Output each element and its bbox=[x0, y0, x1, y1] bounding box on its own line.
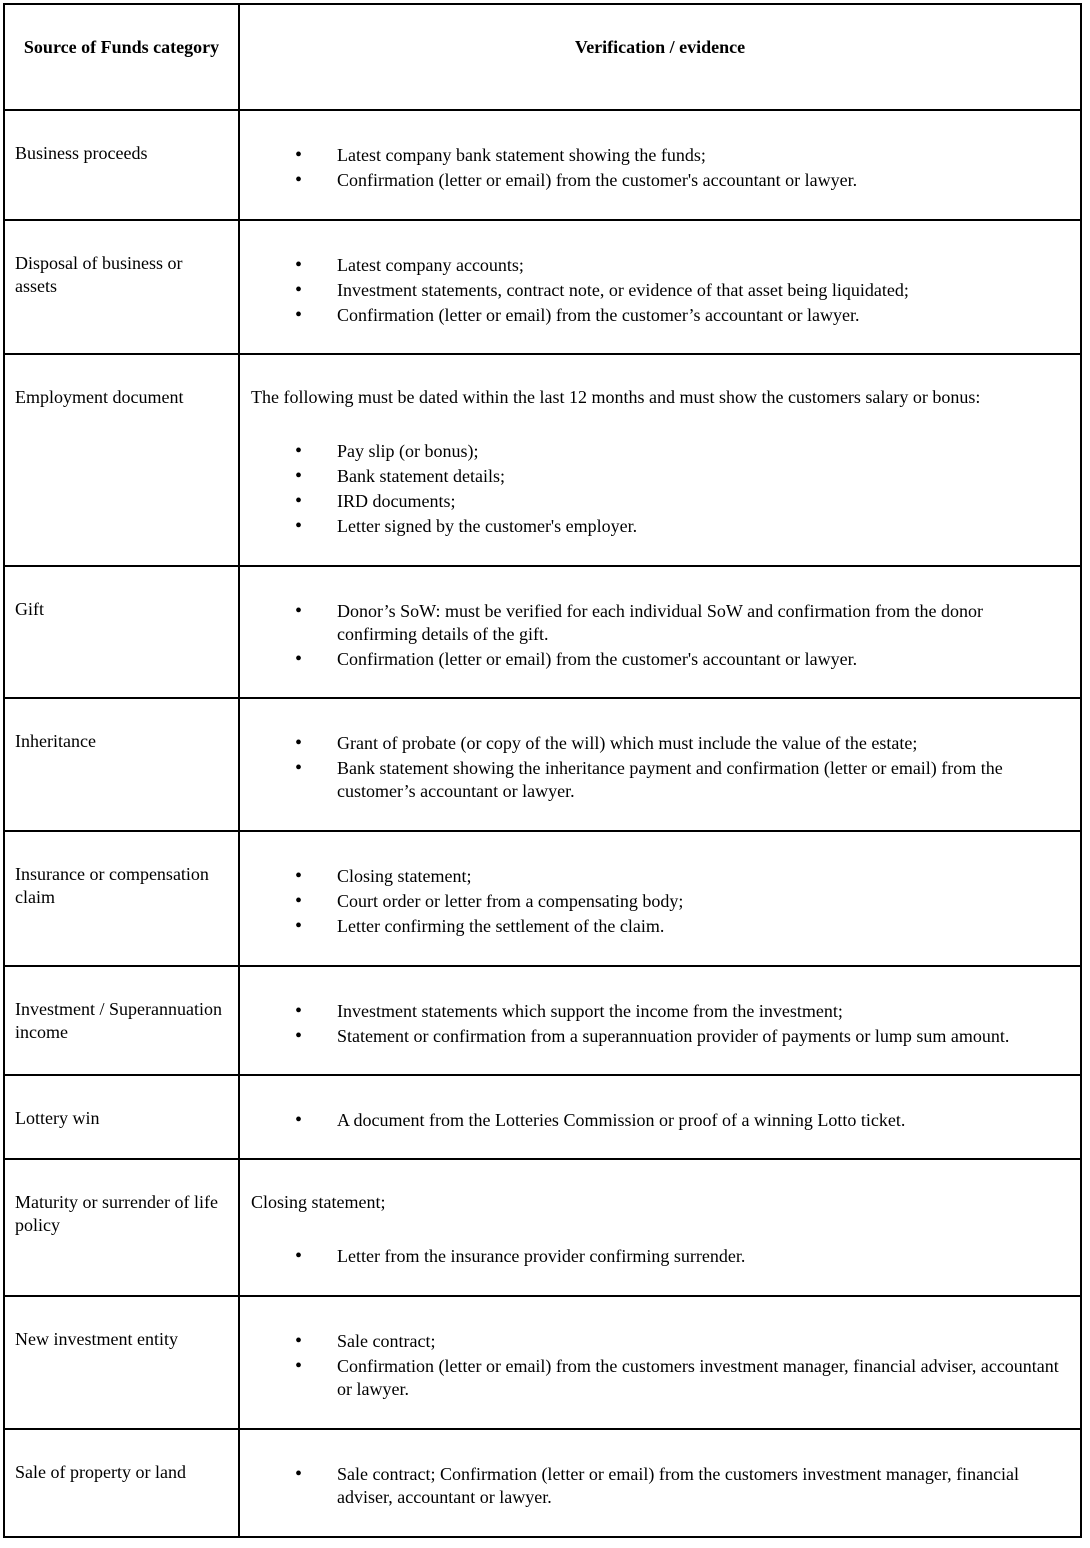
category-label: Employment document bbox=[15, 387, 184, 407]
evidence-item: • Closing statement; bbox=[337, 865, 1066, 888]
evidence-item: • Latest company accounts; bbox=[337, 254, 1066, 277]
category-cell bbox=[4, 698, 239, 831]
evidence-cell bbox=[239, 1075, 1081, 1159]
evidence-item: • Investment statements, contract note, or evidence of that asset being liquidated; bbox=[337, 279, 1066, 302]
evidence-item: • Sale contract; Confirmation (letter or email) from the customers investment manager, financial adviser, accountant or lawyer. bbox=[337, 1463, 1066, 1509]
evidence-item: • Court order or letter from a compensating body; bbox=[337, 890, 1066, 913]
category-cell bbox=[4, 110, 239, 220]
category-cell bbox=[4, 220, 239, 354]
evidence-cell bbox=[239, 966, 1081, 1075]
evidence-item: • Sale contract; bbox=[337, 1330, 1066, 1353]
evidence-cell bbox=[239, 1159, 1081, 1296]
evidence-cell bbox=[239, 698, 1081, 831]
evidence-item: • Letter signed by the customer's employer. bbox=[337, 515, 1066, 538]
evidence-item: • Confirmation (letter or email) from the customer’s accountant or lawyer. bbox=[337, 304, 1066, 327]
table-row bbox=[4, 566, 1081, 698]
category-label: Gift bbox=[15, 599, 44, 619]
table-row bbox=[4, 354, 1081, 566]
evidence-list bbox=[251, 732, 1066, 803]
evidence-item: • Bank statement details; bbox=[337, 465, 1066, 488]
category-cell bbox=[4, 1296, 239, 1429]
header-row bbox=[4, 4, 1081, 110]
source-of-funds-table bbox=[3, 3, 1082, 1538]
category-cell bbox=[4, 566, 239, 698]
evidence-item: • Letter from the insurance provider confirming surrender. bbox=[337, 1245, 1066, 1268]
evidence-list bbox=[251, 1000, 1066, 1048]
header-category: Source of Funds category bbox=[4, 4, 239, 110]
evidence-cell bbox=[239, 831, 1081, 966]
evidence-item: • Grant of probate (or copy of the will) which must include the value of the estate; bbox=[337, 732, 1066, 755]
category-label: Lottery win bbox=[15, 1108, 100, 1128]
evidence-list bbox=[251, 1109, 1066, 1132]
category-label: Maturity or surrender of life policy bbox=[15, 1192, 218, 1235]
evidence-item: • IRD documents; bbox=[337, 490, 1066, 513]
category-label: Business proceeds bbox=[15, 143, 148, 163]
table-row bbox=[4, 1429, 1081, 1537]
table-row bbox=[4, 966, 1081, 1075]
evidence-cell bbox=[239, 110, 1081, 220]
category-cell bbox=[4, 966, 239, 1075]
evidence-item: • Letter confirming the settlement of the claim. bbox=[337, 915, 1066, 938]
evidence-intro: The following must be dated within the last 12 months and must show the customers salary or bonus: bbox=[251, 387, 981, 407]
evidence-cell bbox=[239, 1429, 1081, 1537]
evidence-item: • Confirmation (letter or email) from the customer's accountant or lawyer. bbox=[337, 169, 1066, 192]
header-evidence: Verification / evidence bbox=[239, 4, 1081, 110]
evidence-list bbox=[251, 1463, 1066, 1509]
evidence-item: • Confirmation (letter or email) from the customers investment manager, financial adviser, accountant or lawyer. bbox=[337, 1355, 1066, 1401]
table-row bbox=[4, 110, 1081, 220]
category-cell bbox=[4, 1075, 239, 1159]
evidence-item: • Investment statements which support the income from the investment; bbox=[337, 1000, 1066, 1023]
evidence-item: • Bank statement showing the inheritance payment and confirmation (letter or email) from the customer’s accountant or lawyer. bbox=[337, 757, 1066, 803]
category-cell bbox=[4, 1429, 239, 1537]
evidence-list bbox=[251, 440, 1066, 538]
category-label: Disposal of business or assets bbox=[15, 253, 183, 296]
table-row bbox=[4, 831, 1081, 966]
evidence-cell bbox=[239, 566, 1081, 698]
category-label: New investment entity bbox=[15, 1329, 178, 1349]
evidence-list bbox=[251, 1245, 1066, 1268]
evidence-item: • Confirmation (letter or email) from the customer's accountant or lawyer. bbox=[337, 648, 1066, 671]
table-row bbox=[4, 1159, 1081, 1296]
category-label: Investment / Superannuation income bbox=[15, 999, 222, 1042]
category-label: Inheritance bbox=[15, 731, 96, 751]
category-cell bbox=[4, 831, 239, 966]
evidence-item: • Statement or confirmation from a superannuation provider of payments or lump sum amount. bbox=[337, 1025, 1066, 1048]
evidence-list bbox=[251, 865, 1066, 938]
table-row bbox=[4, 698, 1081, 831]
category-cell bbox=[4, 354, 239, 566]
evidence-item: • Latest company bank statement showing the funds; bbox=[337, 144, 1066, 167]
category-cell bbox=[4, 1159, 239, 1296]
evidence-list bbox=[251, 1330, 1066, 1401]
evidence-list bbox=[251, 600, 1066, 671]
evidence-item: • Pay slip (or bonus); bbox=[337, 440, 1066, 463]
evidence-cell bbox=[239, 220, 1081, 354]
evidence-cell bbox=[239, 354, 1081, 566]
table-row bbox=[4, 1296, 1081, 1429]
evidence-list bbox=[251, 254, 1066, 327]
evidence-cell bbox=[239, 1296, 1081, 1429]
table-row bbox=[4, 220, 1081, 354]
evidence-intro: Closing statement; bbox=[251, 1192, 386, 1212]
evidence-item: • Donor’s SoW: must be verified for each individual SoW and confirmation from the donor confirming details of the gift. bbox=[337, 600, 1066, 646]
evidence-list bbox=[251, 144, 1066, 192]
category-label: Insurance or compensation claim bbox=[15, 864, 209, 907]
evidence-item: • A document from the Lotteries Commission or proof of a winning Lotto ticket. bbox=[337, 1109, 1066, 1132]
table-row bbox=[4, 1075, 1081, 1159]
category-label: Sale of property or land bbox=[15, 1462, 186, 1482]
